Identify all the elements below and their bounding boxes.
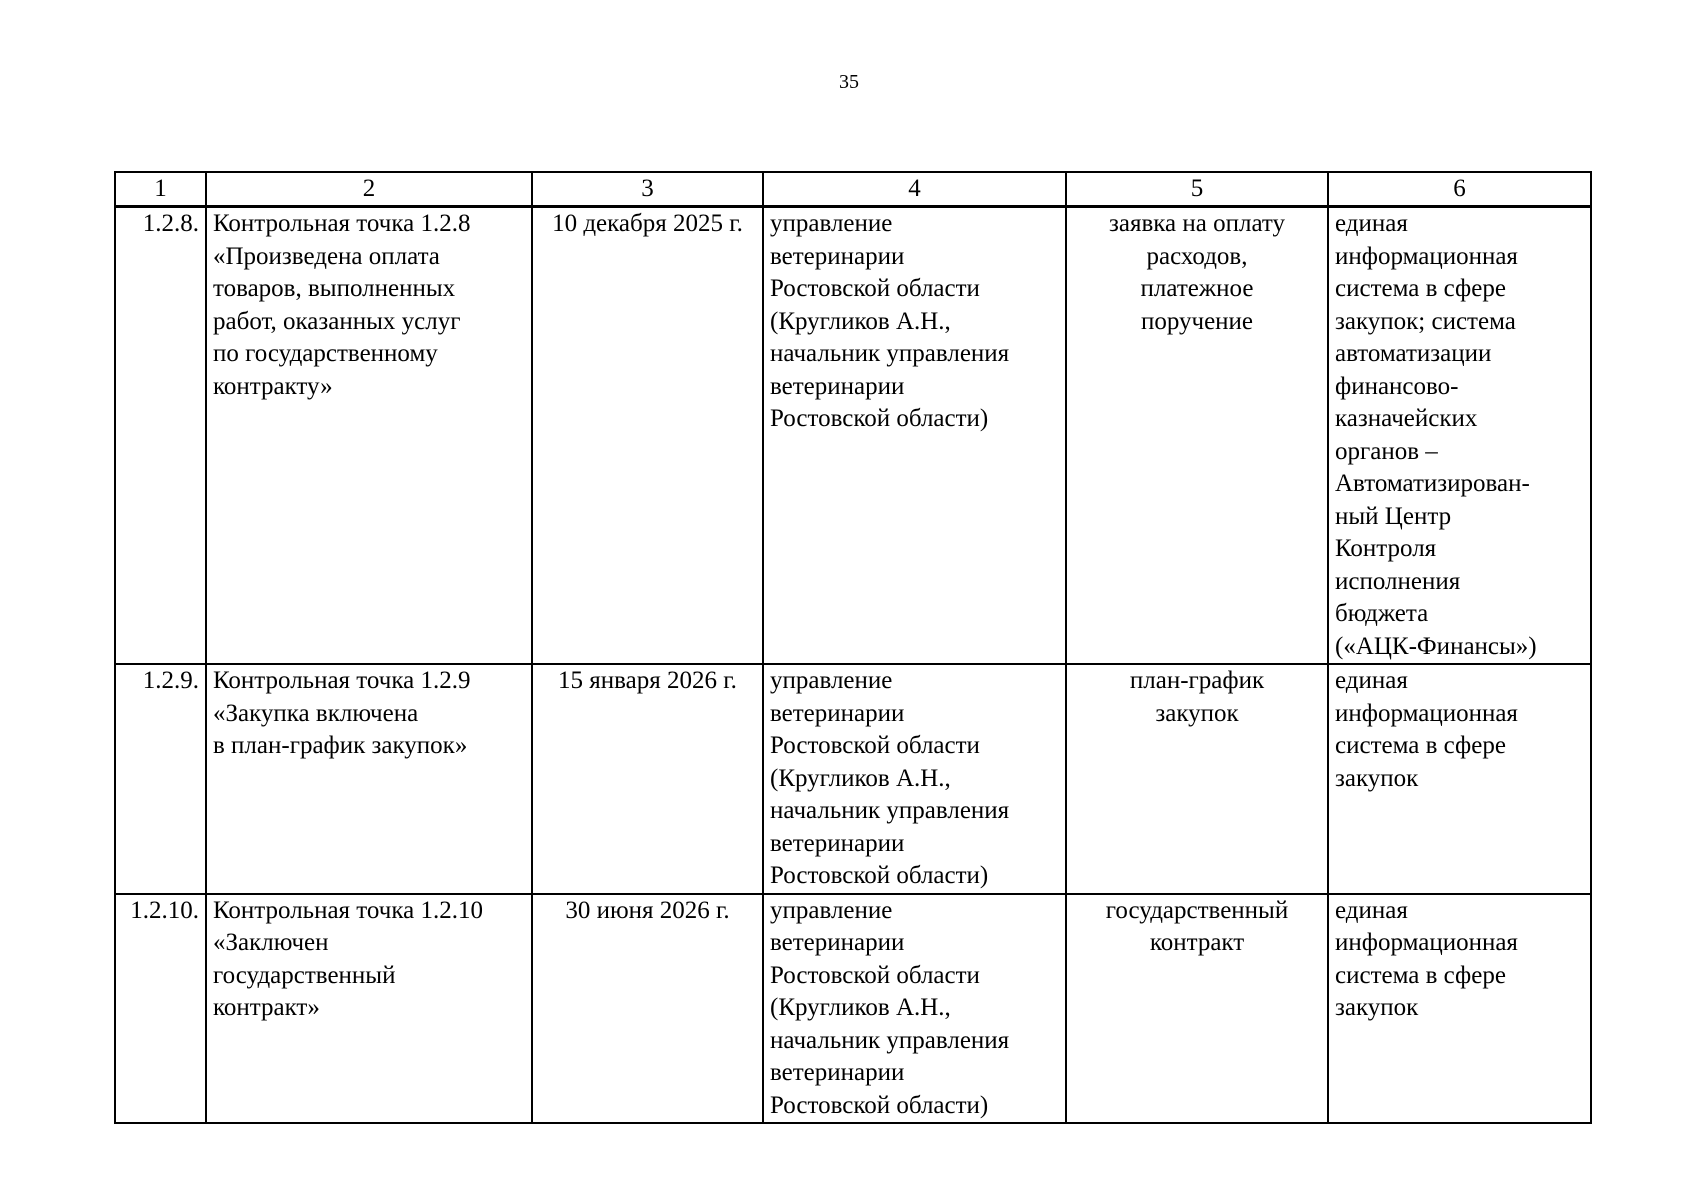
responsible-line: Ростовской области) <box>770 405 989 432</box>
information-system-line: система в сфере <box>1335 275 1506 302</box>
responsible-line: ветеринарии <box>770 1059 905 1086</box>
page-number: 35 <box>839 71 859 93</box>
information-system-line: закупок; система <box>1335 307 1516 335</box>
responsible-line: управление <box>770 896 893 924</box>
column-header-3: 3 <box>532 172 763 207</box>
row-number-cell <box>115 664 206 894</box>
control-point-name-line: в план-график закупок» <box>213 732 468 759</box>
information-system-line: единая <box>1335 210 1408 237</box>
document-line: закупок <box>1155 699 1239 727</box>
due-date: 30 июня 2026 г. <box>565 896 730 924</box>
information-system-line: информационная <box>1335 242 1518 270</box>
information-system-line: финансово- <box>1335 372 1459 400</box>
control-point-name-line: работ, оказанных услуг <box>213 307 461 335</box>
row-number: 1.2.9. <box>142 667 199 694</box>
control-point-name-line: Контрольная точка 1.2.9 <box>213 667 471 694</box>
control-point-name-line: «Закупка включена <box>213 699 419 727</box>
information-system-line: ный Центр <box>1335 502 1452 530</box>
control-point-name-line: товаров, выполненных <box>213 275 456 302</box>
row-number-cell <box>115 894 206 1124</box>
responsible-line: управление <box>770 667 893 694</box>
responsible-line: Ростовской области) <box>770 1091 989 1119</box>
information-system-line: единая <box>1335 896 1408 924</box>
information-system-line: автоматизации <box>1335 340 1492 367</box>
responsible-cell <box>763 207 1066 665</box>
responsible-line: Ростовской области) <box>770 862 989 889</box>
document-line: государственный <box>1105 896 1289 924</box>
responsible-line: ветеринарии <box>770 372 905 400</box>
table-header-row <box>115 172 1591 207</box>
row-number: 1.2.8. <box>142 210 199 237</box>
responsible-line: начальник управления <box>770 797 1010 824</box>
control-points-table <box>114 171 1592 1124</box>
document-line: поручение <box>1140 307 1254 335</box>
responsible-line: Ростовской области <box>770 275 980 302</box>
responsible-cell <box>763 894 1066 1124</box>
control-point-name-line: Контрольная точка 1.2.10 <box>213 896 483 924</box>
information-system-line: система в сфере <box>1335 961 1506 989</box>
control-point-name-cell <box>206 664 532 894</box>
responsible-line: ветеринарии <box>770 829 905 857</box>
control-point-name-line: контракт» <box>213 994 320 1021</box>
control-point-name-line: контракту» <box>213 372 333 400</box>
information-system-line: закупок <box>1335 994 1419 1021</box>
column-header-4: 4 <box>763 172 1066 207</box>
document-line: заявка на оплату <box>1108 210 1285 237</box>
document-cell <box>1066 664 1328 894</box>
information-system-line: закупок <box>1335 764 1419 792</box>
information-system-line: казначейских <box>1335 405 1478 432</box>
table-row <box>115 894 1591 1124</box>
document-cell <box>1066 894 1328 1124</box>
control-point-name-line: «Заключен <box>213 929 329 956</box>
due-date-cell <box>532 207 763 665</box>
information-system-line: исполнения <box>1335 567 1461 595</box>
responsible-line: (Кругликов А.Н., <box>770 764 951 792</box>
responsible-cell <box>763 664 1066 894</box>
responsible-line: (Кругликов А.Н., <box>770 307 951 335</box>
column-header-5: 5 <box>1066 172 1328 207</box>
control-point-name-line: по государственному <box>213 340 438 367</box>
information-system-line: Контроля <box>1335 535 1437 562</box>
document-cell <box>1066 207 1328 665</box>
information-system-line: единая <box>1335 667 1408 694</box>
information-system-cell <box>1328 207 1591 665</box>
column-header-6: 6 <box>1328 172 1591 207</box>
document-line: контракт <box>1149 929 1245 956</box>
information-system-line: система в сфере <box>1335 732 1506 759</box>
control-point-name-line: «Произведена оплата <box>213 242 440 270</box>
due-date-cell <box>532 664 763 894</box>
document-line: расходов, <box>1146 242 1248 270</box>
responsible-line: ветеринарии <box>770 699 905 727</box>
control-point-name-cell <box>206 207 532 665</box>
responsible-line: начальник управления <box>770 1026 1010 1054</box>
column-header-2: 2 <box>206 172 532 207</box>
responsible-line: Ростовской области <box>770 961 980 989</box>
information-system-line: информационная <box>1335 699 1518 727</box>
responsible-line: (Кругликов А.Н., <box>770 994 951 1021</box>
row-number: 1.2.10. <box>130 896 199 924</box>
responsible-line: начальник управления <box>770 340 1010 367</box>
due-date: 15 января 2026 г. <box>558 667 737 694</box>
table-row <box>115 664 1591 894</box>
column-header-1: 1 <box>115 172 206 207</box>
information-system-line: органов – <box>1335 437 1438 465</box>
responsible-line: ветеринарии <box>770 242 905 270</box>
due-date-cell <box>532 894 763 1124</box>
responsible-line: ветеринарии <box>770 929 905 956</box>
information-system-line: бюджета <box>1335 600 1429 627</box>
row-number-cell <box>115 207 206 665</box>
information-system-line: («АЦК-Финансы») <box>1335 632 1537 660</box>
table-row <box>115 207 1591 665</box>
responsible-line: Ростовской области <box>770 732 980 759</box>
responsible-line: управление <box>770 210 893 237</box>
control-point-name-line: государственный <box>213 961 396 989</box>
information-system-line: информационная <box>1335 929 1518 956</box>
due-date: 10 декабря 2025 г. <box>552 210 743 237</box>
information-system-cell <box>1328 664 1591 894</box>
control-point-name-cell <box>206 894 532 1124</box>
document-line: план-график <box>1129 667 1265 694</box>
information-system-line: Автоматизирован- <box>1335 470 1530 497</box>
document-line: платежное <box>1140 275 1254 302</box>
control-point-name-line: Контрольная точка 1.2.8 <box>213 210 471 237</box>
information-system-cell <box>1328 894 1591 1124</box>
